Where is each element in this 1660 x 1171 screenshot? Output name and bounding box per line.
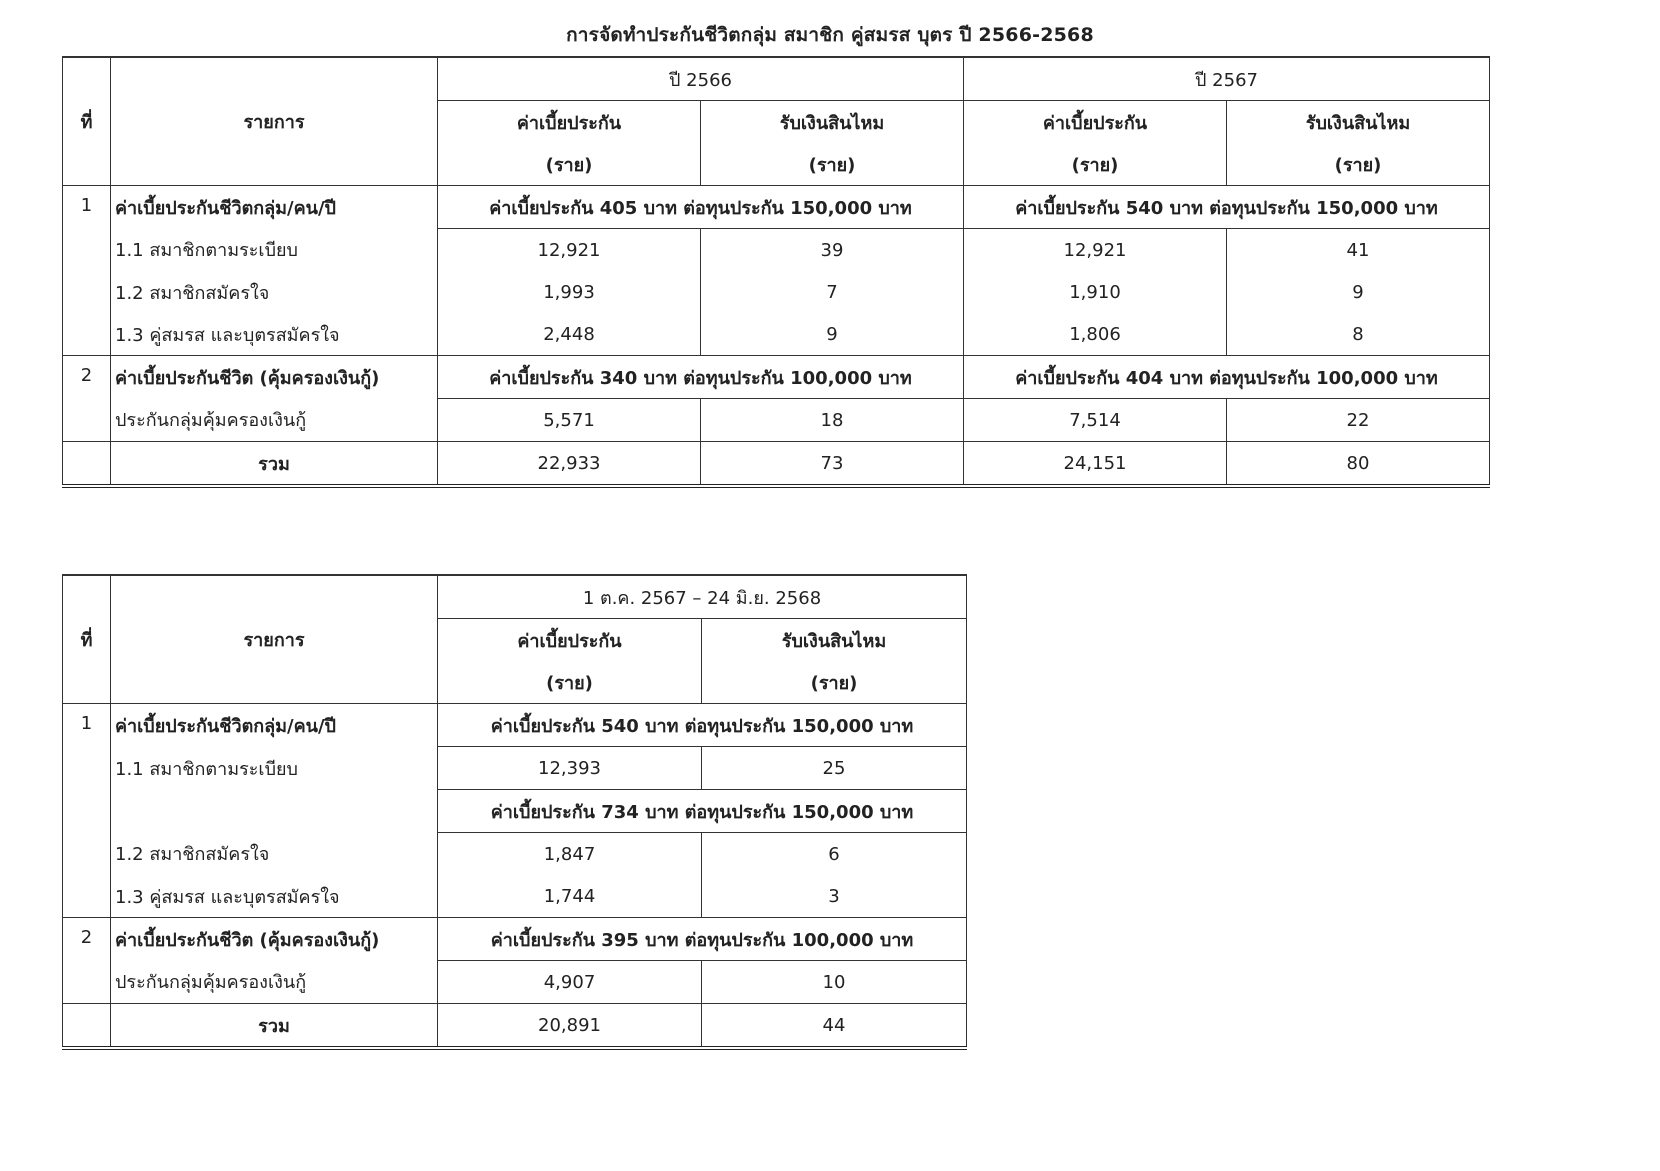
cell-premium: 1,910 xyxy=(964,271,1227,313)
col-header-unit: (ราย) xyxy=(438,143,701,186)
cell-premium: 1,993 xyxy=(438,271,701,313)
row-label: 1.3 คู่สมรส และบุตรสมัครใจ xyxy=(111,875,438,918)
row-label: 1.3 คู่สมรส และบุตรสมัครใจ xyxy=(111,313,438,356)
total-premium: 24,151 xyxy=(964,442,1227,487)
premium-note: ค่าเบี้ยประกัน 540 บาท ต่อทุนประกัน 150,000 บาท xyxy=(964,186,1490,229)
cell-benefit: 10 xyxy=(702,961,967,1004)
col-header-item: รายการ xyxy=(111,57,438,186)
cell-premium: 2,448 xyxy=(438,313,701,356)
total-premium: 22,933 xyxy=(438,442,701,487)
col-header-new-benefit: รับเงินสินไหม xyxy=(702,619,967,662)
premium-note: ค่าเบี้ยประกัน 404 บาท ต่อทุนประกัน 100,000 บาท xyxy=(964,356,1490,399)
total-label: รวม xyxy=(111,1004,438,1049)
table-row xyxy=(63,875,967,918)
insurance-table-2566-2567 xyxy=(62,56,1490,488)
year-header-2567: ปี 2567 xyxy=(964,57,1490,101)
insurance-table-2567-2568 xyxy=(62,574,967,1050)
year-header-2566: ปี 2566 xyxy=(438,57,964,101)
total-row xyxy=(63,1004,967,1049)
cell-premium: 12,393 xyxy=(438,747,702,790)
section-no: 2 xyxy=(63,918,111,1004)
col-header-no: ที่ xyxy=(63,57,111,186)
total-benefit: 73 xyxy=(701,442,964,487)
cell-benefit: 6 xyxy=(702,833,967,876)
table-row xyxy=(63,229,1490,272)
cell-premium: 5,571 xyxy=(438,399,701,442)
table-row xyxy=(63,271,1490,313)
premium-note: ค่าเบี้ยประกัน 734 บาท ต่อทุนประกัน 150,000 บาท xyxy=(438,790,967,833)
total-label: รวม xyxy=(111,442,438,487)
section-no: 1 xyxy=(63,704,111,918)
cell-benefit: 39 xyxy=(701,229,964,272)
total-no-cell xyxy=(63,442,111,487)
cell-benefit: 18 xyxy=(701,399,964,442)
premium-note: ค่าเบี้ยประกัน 340 บาท ต่อทุนประกัน 100,000 บาท xyxy=(438,356,964,399)
period-header: 1 ต.ค. 2567 – 24 มิ.ย. 2568 xyxy=(438,575,967,619)
row-label: 1.1 สมาชิกตามระเบียบ xyxy=(111,747,438,790)
cell-benefit: 41 xyxy=(1227,229,1490,272)
empty-label-cell xyxy=(111,790,438,833)
row-label: ประกันกลุ่มคุ้มครองเงินกู้ xyxy=(111,399,438,442)
cell-benefit: 25 xyxy=(702,747,967,790)
table-row xyxy=(63,961,967,1004)
cell-premium: 1,744 xyxy=(438,875,702,918)
row-label: 1.1 สมาชิกตามระเบียบ xyxy=(111,229,438,272)
col-header-new-benefit: รับเงินสินไหม xyxy=(1227,101,1490,144)
table-row xyxy=(63,313,1490,356)
total-benefit: 44 xyxy=(702,1004,967,1049)
section-label: ค่าเบี้ยประกันชีวิต (คุ้มครองเงินกู้) xyxy=(111,356,438,399)
total-no-cell xyxy=(63,1004,111,1049)
section-label: ค่าเบี้ยประกันชีวิตกลุ่ม/คน/ปี xyxy=(111,704,438,747)
cell-premium: 7,514 xyxy=(964,399,1227,442)
premium-note: ค่าเบี้ยประกัน 395 บาท ต่อทุนประกัน 100,000 บาท xyxy=(438,918,967,961)
col-header-unit: (ราย) xyxy=(438,661,702,704)
section-no: 1 xyxy=(63,186,111,356)
row-label: 1.2 สมาชิกสมัครใจ xyxy=(111,833,438,876)
section-no: 2 xyxy=(63,356,111,442)
col-header-unit: (ราย) xyxy=(964,143,1227,186)
col-header-item: รายการ xyxy=(111,575,438,704)
cell-premium: 1,847 xyxy=(438,833,702,876)
col-header-premium: ค่าเบี้ยประกัน xyxy=(964,101,1227,144)
page-title: การจัดทำประกันชีวิตกลุ่ม สมาชิก คู่สมรส บุตร ปี 2566-2568 xyxy=(566,24,1094,46)
row-label: 1.2 สมาชิกสมัครใจ xyxy=(111,271,438,313)
cell-benefit: 9 xyxy=(701,313,964,356)
row-label: ประกันกลุ่มคุ้มครองเงินกู้ xyxy=(111,961,438,1004)
col-header-unit: (ราย) xyxy=(701,143,964,186)
section-label: ค่าเบี้ยประกันชีวิต (คุ้มครองเงินกู้) xyxy=(111,918,438,961)
section-label: ค่าเบี้ยประกันชีวิตกลุ่ม/คน/ปี xyxy=(111,186,438,229)
cell-benefit: 22 xyxy=(1227,399,1490,442)
col-header-premium: ค่าเบี้ยประกัน xyxy=(438,101,701,144)
cell-premium: 12,921 xyxy=(964,229,1227,272)
col-header-new-benefit: รับเงินสินไหม xyxy=(701,101,964,144)
col-header-premium: ค่าเบี้ยประกัน xyxy=(438,619,702,662)
col-header-no: ที่ xyxy=(63,575,111,704)
total-premium: 20,891 xyxy=(438,1004,702,1049)
cell-benefit: 3 xyxy=(702,875,967,918)
cell-premium: 12,921 xyxy=(438,229,701,272)
total-benefit: 80 xyxy=(1227,442,1490,487)
total-row xyxy=(63,442,1490,487)
table-row xyxy=(63,399,1490,442)
cell-benefit: 7 xyxy=(701,271,964,313)
col-header-unit: (ราย) xyxy=(702,661,967,704)
premium-note: ค่าเบี้ยประกัน 405 บาท ต่อทุนประกัน 150,000 บาท xyxy=(438,186,964,229)
cell-premium: 1,806 xyxy=(964,313,1227,356)
cell-benefit: 8 xyxy=(1227,313,1490,356)
cell-benefit: 9 xyxy=(1227,271,1490,313)
cell-premium: 4,907 xyxy=(438,961,702,1004)
table-row xyxy=(63,747,967,790)
premium-note: ค่าเบี้ยประกัน 540 บาท ต่อทุนประกัน 150,000 บาท xyxy=(438,704,967,747)
table-row xyxy=(63,833,967,876)
col-header-unit: (ราย) xyxy=(1227,143,1490,186)
